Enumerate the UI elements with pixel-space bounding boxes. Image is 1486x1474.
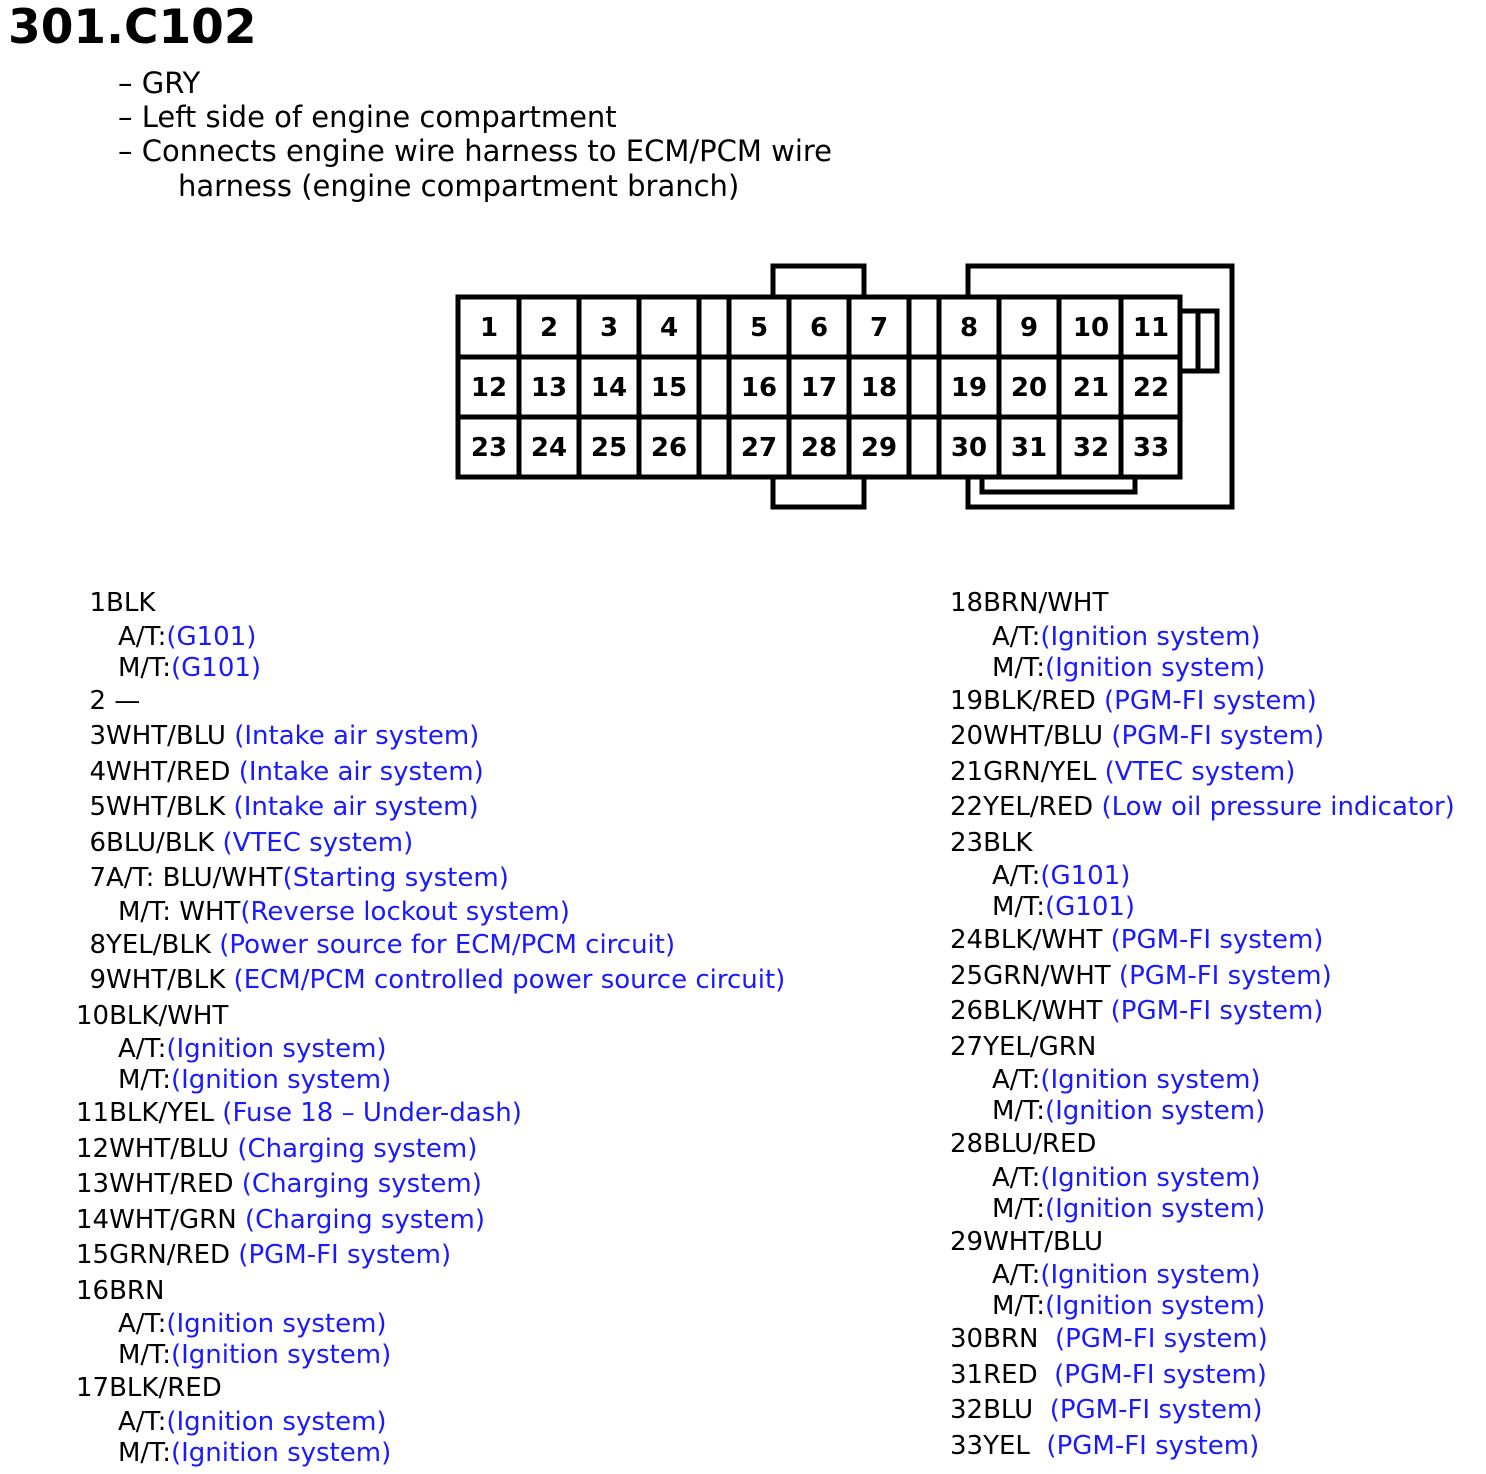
pin-variant xyxy=(76,897,785,928)
pin-entry xyxy=(76,1132,785,1168)
circuit-link[interactable]: (G101) xyxy=(166,621,257,652)
pin-entry xyxy=(76,999,785,1035)
wire-color: BRN xyxy=(983,1324,1055,1354)
circuit-link[interactable]: (G101) xyxy=(1040,861,1131,891)
pin-number: 8 xyxy=(89,929,106,960)
circuit-link[interactable]: (Ignition system) xyxy=(166,1034,387,1064)
pin-number: 2 xyxy=(89,685,106,716)
pin-number-label: 8 xyxy=(959,313,979,343)
circuit-link[interactable]: (PGM-FI system) xyxy=(1118,960,1332,991)
wire-color: BLK/YEL xyxy=(109,1098,223,1128)
pin-number: 20 xyxy=(950,721,984,751)
pin-number-label: 10 xyxy=(1072,313,1110,343)
circuit-link[interactable]: (Intake air system) xyxy=(234,721,480,751)
pin-entry xyxy=(950,1429,1455,1465)
circuit-link[interactable]: (Ignition system) xyxy=(1044,1096,1266,1126)
transmission-label: A/T: xyxy=(118,1034,167,1064)
connector-color-note: – GRY xyxy=(118,66,201,100)
wire-color: BLU/BLK xyxy=(106,827,223,858)
pin-number-label: 1 xyxy=(479,313,499,343)
transmission-label: M/T: xyxy=(118,1437,171,1468)
wire-color: WHT/BLU xyxy=(983,1226,1104,1257)
pin-variant xyxy=(950,1065,1455,1096)
pin-number-label: 12 xyxy=(470,373,508,403)
pin-number: 26 xyxy=(950,996,984,1026)
connector-location-note: – Left side of engine compartment xyxy=(118,100,617,134)
pin-entry xyxy=(76,586,785,622)
pin-number-label: 29 xyxy=(860,433,898,463)
wire-color: YEL/BLK xyxy=(106,929,220,960)
pin-list-right xyxy=(950,586,1455,1464)
transmission-label: M/T: xyxy=(992,1193,1045,1224)
pin-number: 22 xyxy=(950,792,984,822)
circuit-link[interactable]: (Starting system) xyxy=(282,863,509,893)
pin-entry xyxy=(76,1274,785,1310)
wire-color: WHT/BLK xyxy=(106,792,234,822)
pin-number-label: 24 xyxy=(530,433,568,463)
circuit-link[interactable]: (PGM-FI system) xyxy=(1110,996,1324,1026)
pin-number-label: 26 xyxy=(650,433,688,463)
wire-color: BLK xyxy=(983,827,1033,858)
wire-color: BRN xyxy=(109,1275,165,1306)
pin-number-label: 16 xyxy=(740,373,778,403)
pin-number-label: 22 xyxy=(1132,373,1170,403)
pin-number-label: 27 xyxy=(740,433,778,463)
circuit-link[interactable]: (PGM-FI system) xyxy=(1104,685,1317,716)
pin-entry xyxy=(76,790,785,826)
circuit-link[interactable]: (PGM-FI system) xyxy=(1110,925,1324,955)
circuit-link[interactable]: (Charging system) xyxy=(244,1204,485,1235)
pin-number: 25 xyxy=(950,960,984,991)
circuit-link[interactable]: (Reverse lockout system) xyxy=(240,896,570,927)
pin-variant xyxy=(76,1340,785,1371)
pin-number-label: 31 xyxy=(1010,433,1048,463)
pin-number: 18 xyxy=(950,588,984,618)
pin-entry xyxy=(76,826,785,862)
pin-number-label: 3 xyxy=(599,313,619,343)
pin-number: 27 xyxy=(950,1031,984,1062)
pin-number-label: 19 xyxy=(950,373,988,403)
pin-entry xyxy=(950,1358,1455,1394)
wire-color: GRN/YEL xyxy=(983,756,1105,787)
wire-color: BLK/WHT xyxy=(983,925,1111,955)
circuit-link[interactable]: (PGM-FI system) xyxy=(1046,1430,1260,1461)
transmission-label: M/T: WHT xyxy=(118,896,241,927)
pin-number-label: 23 xyxy=(470,433,508,463)
pin-variant xyxy=(76,1309,785,1340)
pin-number: 6 xyxy=(89,827,106,858)
transmission-label: M/T: xyxy=(992,652,1045,683)
circuit-link[interactable]: (Ignition system) xyxy=(1044,1291,1266,1321)
pin-entry xyxy=(950,959,1455,995)
wire-color: GRN/RED xyxy=(109,1240,239,1270)
circuit-link[interactable]: (Low oil pressure indicator) xyxy=(1101,792,1455,822)
connector-connects-note-cont: harness (engine compartment branch) xyxy=(178,169,740,203)
pin-number-label: 7 xyxy=(869,313,889,343)
pin-entry xyxy=(76,684,785,720)
pin-number-label: 5 xyxy=(749,313,769,343)
transmission-label: A/T: xyxy=(118,1309,167,1339)
circuit-link[interactable]: (Ignition system) xyxy=(1044,652,1266,683)
wire-color: WHT/BLU xyxy=(106,721,235,751)
transmission-label: A/T: xyxy=(118,621,167,652)
circuit-link[interactable]: (G101) xyxy=(1044,892,1136,922)
pin-entry xyxy=(950,994,1455,1030)
pin-number: 19 xyxy=(950,685,984,716)
pin-number: 13 xyxy=(76,1169,110,1199)
wire-color: BRN/WHT xyxy=(983,588,1109,618)
wire-color: BLK/WHT xyxy=(109,1000,229,1031)
circuit-link[interactable]: (Intake air system) xyxy=(233,792,479,822)
pin-number-label: 30 xyxy=(950,433,988,463)
transmission-label: M/T: xyxy=(992,1096,1045,1126)
pin-entry xyxy=(950,1393,1455,1429)
connector-connects-note: – Connects engine wire harness to ECM/PCM wire xyxy=(118,134,832,168)
wire-color: BLK/RED xyxy=(983,685,1105,716)
wire-color: BLK xyxy=(106,588,156,618)
circuit-link[interactable]: (Ignition system) xyxy=(170,1437,392,1468)
pin-number: 11 xyxy=(76,1098,110,1128)
transmission-label: M/T: xyxy=(118,1065,171,1095)
pin-number: 1 xyxy=(89,588,106,618)
wire-color: WHT/BLK xyxy=(106,965,234,995)
transmission-label: M/T: xyxy=(992,1291,1045,1321)
circuit-link[interactable]: (G101) xyxy=(170,652,262,683)
wire-color: YEL xyxy=(983,1430,1047,1461)
transmission-label: A/T: xyxy=(992,1260,1041,1290)
pin-entry xyxy=(950,1225,1455,1261)
pin-number: 15 xyxy=(76,1240,110,1270)
pin-number: 23 xyxy=(950,827,984,858)
pin-variant xyxy=(76,1438,785,1469)
circuit-link[interactable]: (Charging system) xyxy=(237,1133,478,1164)
circuit-link[interactable]: (PGM-FI system) xyxy=(1054,1359,1267,1390)
transmission-label: A/T: xyxy=(992,1065,1041,1095)
circuit-link[interactable]: (Ignition system) xyxy=(1044,1193,1266,1224)
circuit-link[interactable]: (PGM-FI system) xyxy=(1049,1395,1263,1425)
pin-number-label: 13 xyxy=(530,373,568,403)
wire-color: WHT/BLU xyxy=(983,721,1112,751)
circuit-link[interactable]: (VTEC system) xyxy=(222,827,414,858)
circuit-link[interactable]: (ECM/PCM controlled power source circuit) xyxy=(233,965,786,995)
pin-number: 28 xyxy=(950,1129,984,1159)
pin-variant xyxy=(950,622,1455,653)
circuit-link[interactable]: (Ignition system) xyxy=(1040,621,1261,652)
wire-color: BLK/WHT xyxy=(983,996,1111,1026)
transmission-label: M/T: xyxy=(118,1340,171,1370)
circuit-link[interactable]: (Ignition system) xyxy=(1040,1162,1261,1193)
pin-variant xyxy=(950,1291,1455,1322)
connector-top-tab xyxy=(773,266,864,297)
pin-number: 12 xyxy=(76,1133,110,1164)
connector-face-diagram xyxy=(0,0,1486,560)
circuit-link[interactable]: (PGM-FI system) xyxy=(1054,1324,1268,1354)
circuit-link[interactable]: (PGM-FI system) xyxy=(238,1240,452,1270)
pin-entry xyxy=(76,1238,785,1274)
pin-number-label: 28 xyxy=(800,433,838,463)
pin-number-label: 15 xyxy=(650,373,688,403)
pin-number-label: 25 xyxy=(590,433,628,463)
pin-number: 3 xyxy=(89,721,106,751)
pin-entry xyxy=(950,790,1455,826)
circuit-link[interactable]: (VTEC system) xyxy=(1104,756,1296,787)
pin-entry xyxy=(76,719,785,755)
transmission-label: M/T: xyxy=(118,652,171,683)
pin-number: 14 xyxy=(76,1204,110,1235)
pin-number-label: 6 xyxy=(809,313,829,343)
wire-color: BLU/RED xyxy=(983,1129,1097,1159)
transmission-label: M/T: xyxy=(992,892,1045,922)
pin-number-label: 20 xyxy=(1010,373,1048,403)
pin-entry xyxy=(76,1371,785,1407)
wire-color: BLU xyxy=(983,1395,1050,1425)
circuit-link[interactable]: (Fuse 18 – Under-dash) xyxy=(222,1098,522,1128)
connector-title: 301.C102 xyxy=(8,0,257,55)
pin-variant xyxy=(950,1163,1455,1194)
pin-number-label: 18 xyxy=(860,373,898,403)
transmission-label: A/T: xyxy=(992,861,1041,891)
pin-entry xyxy=(76,1096,785,1132)
circuit-link[interactable]: (Ignition system) xyxy=(166,1309,387,1339)
pin-number: 21 xyxy=(950,756,984,787)
wire-color: WHT/BLU xyxy=(109,1133,238,1164)
wire-color: YEL/RED xyxy=(983,792,1102,822)
pin-entry xyxy=(76,1203,785,1239)
pin-number: 16 xyxy=(76,1275,110,1306)
wire-color: WHT/RED xyxy=(106,756,239,787)
pin-number-label: 14 xyxy=(590,373,628,403)
pin-entry xyxy=(76,928,785,964)
pin-number: 7 xyxy=(89,863,106,893)
circuit-link[interactable]: (Charging system) xyxy=(241,1169,482,1199)
pin-number-label: 33 xyxy=(1132,433,1170,463)
pin-variant xyxy=(950,1096,1455,1127)
circuit-link[interactable]: (Ignition system) xyxy=(1040,1065,1261,1095)
wire-color: BLK/RED xyxy=(109,1373,222,1403)
pin-variant xyxy=(950,861,1455,892)
pin-variant xyxy=(76,622,785,653)
circuit-link[interactable]: (Intake air system) xyxy=(238,756,484,787)
transmission-label: A/T: xyxy=(118,1406,167,1437)
pin-entry xyxy=(950,826,1455,862)
pin-list-left xyxy=(76,586,785,1469)
wire-color: WHT/GRN xyxy=(109,1204,245,1235)
pin-number-label: 21 xyxy=(1072,373,1110,403)
pin-variant xyxy=(76,1034,785,1065)
pin-entry xyxy=(950,1127,1455,1163)
pin-entry xyxy=(950,1030,1455,1066)
pin-number: 24 xyxy=(950,925,984,955)
pin-entry xyxy=(950,1322,1455,1358)
pin-variant xyxy=(950,1260,1455,1291)
pin-number: 33 xyxy=(950,1430,984,1461)
circuit-link[interactable]: (Ignition system) xyxy=(170,1065,392,1095)
pin-number: 32 xyxy=(950,1395,984,1425)
circuit-link[interactable]: (Ignition system) xyxy=(166,1406,387,1437)
pin-entry xyxy=(950,755,1455,791)
pin-number-label: 4 xyxy=(659,313,679,343)
pin-number: 17 xyxy=(76,1373,110,1403)
wire-color: — xyxy=(106,685,141,716)
pin-number-label: 2 xyxy=(539,313,559,343)
connector-bottom-tab xyxy=(773,477,864,507)
pin-number-label: 32 xyxy=(1072,433,1110,463)
pin-entry xyxy=(76,861,785,897)
pin-number: 10 xyxy=(76,1000,110,1031)
pin-variant xyxy=(76,1407,785,1438)
pin-number: 9 xyxy=(89,965,106,995)
circuit-link[interactable]: (Power source for ECM/PCM circuit) xyxy=(219,929,676,960)
pin-variant xyxy=(950,1194,1455,1225)
pin-entry xyxy=(76,1167,785,1203)
wire-color: GRN/WHT xyxy=(983,960,1119,991)
pin-variant xyxy=(950,653,1455,684)
pin-variant xyxy=(950,892,1455,923)
pin-number-label: 11 xyxy=(1132,313,1170,343)
wire-color: RED xyxy=(983,1359,1055,1390)
circuit-link[interactable]: (PGM-FI system) xyxy=(1111,721,1325,751)
connector-pin-labels xyxy=(471,313,1169,463)
pin-number-label: 9 xyxy=(1019,313,1039,343)
transmission-label: A/T: xyxy=(992,621,1041,652)
pin-variant xyxy=(76,653,785,684)
pin-entry xyxy=(76,963,785,999)
pin-number: 5 xyxy=(89,792,106,822)
pin-entry xyxy=(76,755,785,791)
transmission-label: A/T: xyxy=(992,1162,1041,1193)
pin-number: 4 xyxy=(89,756,106,787)
pin-number: 31 xyxy=(950,1359,984,1390)
pin-number: 30 xyxy=(950,1324,984,1354)
circuit-link[interactable]: (Ignition system) xyxy=(170,1340,392,1370)
pin-entry xyxy=(950,586,1455,622)
wire-color: A/T: BLU/WHT xyxy=(106,863,283,893)
circuit-link[interactable]: (Ignition system) xyxy=(1040,1260,1261,1290)
pin-variant xyxy=(76,1065,785,1096)
pin-number: 29 xyxy=(950,1226,984,1257)
wire-color: YEL/GRN xyxy=(983,1031,1097,1062)
pin-entry xyxy=(950,719,1455,755)
wire-color: WHT/RED xyxy=(109,1169,242,1199)
pin-entry xyxy=(950,923,1455,959)
pin-number-label: 17 xyxy=(800,373,838,403)
pin-entry xyxy=(950,684,1455,720)
